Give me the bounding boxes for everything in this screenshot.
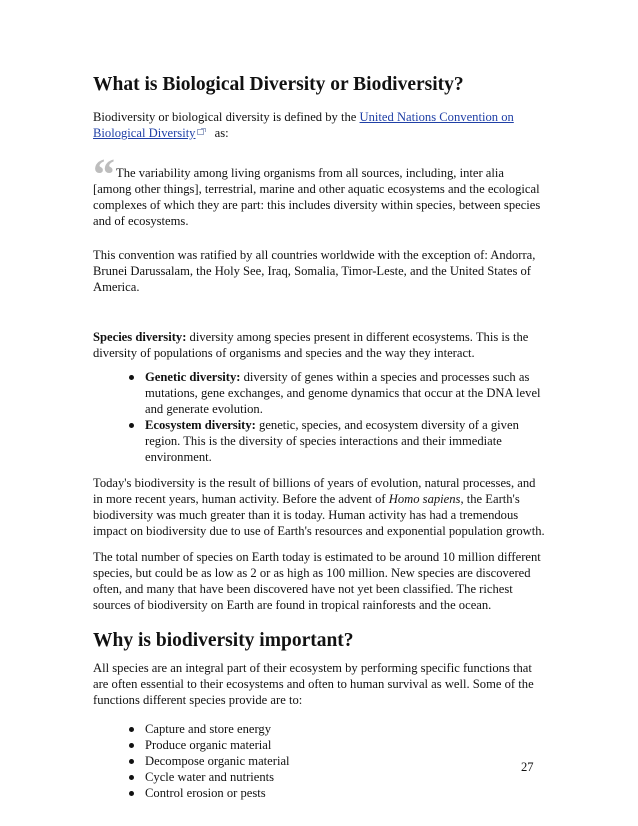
- bullet-icon: [129, 759, 134, 764]
- intro-suffix: as:: [211, 126, 229, 140]
- intro-paragraph: [93, 109, 545, 141]
- bullet-icon: [129, 743, 134, 748]
- species-total-paragraph: The total number of species on Earth today is estimated to be around 10 million different species, but could be as low as 2 or as high as 100 million. New species are discovered often, and many that have been discovered have not yet been classified. The richest sources of biodiversity on Earth are found in tropical rainforests and the ocean.: [93, 550, 541, 612]
- functions-list: [93, 721, 545, 801]
- quote-mark-icon: “: [93, 150, 115, 199]
- homo-sapiens-term: Homo sapiens: [388, 492, 461, 506]
- quote-text: The variability among living organisms from all sources, including, inter alia [among other things], terrestrial, marine and other aquatic ecosystems and the ecological complexes of which they are part: this includes diversity within species, between species and of ecosystems.: [93, 166, 541, 228]
- diversity-list: [93, 369, 545, 465]
- today-text-end: , the Earth's biodiversity was much greater than it is today. Human activity has had a tremendous impact on biodiversity due to use of Earth's resources and exponential population growth.: [93, 492, 545, 538]
- genetic-diversity-term: Genetic diversity:: [145, 370, 241, 384]
- page-number: 27: [521, 760, 534, 774]
- function-label: Capture and store energy: [145, 722, 272, 736]
- list-item: [129, 769, 545, 785]
- function-label: Decompose organic material: [145, 754, 290, 768]
- external-link-icon: [197, 128, 206, 135]
- bullet-icon: [129, 375, 134, 380]
- function-label: Control erosion or pests: [145, 786, 266, 800]
- un-convention-link[interactable]: United Nations Convention on Biological Diversity: [93, 110, 514, 140]
- today-biodiversity-paragraph: [93, 475, 545, 539]
- bullet-icon: [129, 791, 134, 796]
- integral-paragraph: All species are an integral part of their ecosystem by performing specific functions that are often essential to their ecosystems and often to human survival as well. Some of the functions different species provide are to:: [93, 661, 534, 707]
- heading-why-important: Why is biodiversity important?: [93, 630, 354, 651]
- list-item: [129, 369, 545, 417]
- ecosystem-diversity-text: genetic, species, and ecosystem diversity of a given region. This is the diversity of species interactions and their immediate environment.: [145, 418, 519, 464]
- function-label: Cycle water and nutrients: [145, 770, 275, 784]
- list-item: [129, 417, 545, 465]
- species-diversity-text: diversity among species present in different ecosystems. This is the diversity of populations of organisms and species and the way they interact.: [93, 330, 529, 360]
- bullet-icon: [129, 727, 134, 732]
- convention-paragraph: This convention was ratified by all countries worldwide with the exception of: Andorra, Brunei Darussalam, the Holy See, Iraq, Somalia, Timor-Leste, and the United States of America.: [93, 248, 536, 294]
- heading-what-is-biodiversity: What is Biological Diversity or Biodiversity?: [93, 74, 464, 95]
- species-diversity-term: Species diversity:: [93, 330, 187, 344]
- function-label: Produce organic material: [145, 738, 272, 752]
- quote-paragraph: [93, 150, 545, 229]
- genetic-diversity-text: diversity of genes within a species and processes such as mutations, gene exchanges, and genome dynamics that occur at the DNA level and generate evolution.: [145, 370, 541, 416]
- species-diversity-paragraph: [93, 329, 545, 361]
- list-item: [129, 753, 545, 769]
- today-text-start: Today's biodiversity is the result of billions of years of evolution, natural processes, and in more recent years, human activity. Before the advent of: [93, 476, 536, 506]
- bullet-icon: [129, 775, 134, 780]
- list-item: [129, 785, 545, 801]
- list-item: [129, 737, 545, 753]
- ecosystem-diversity-term: Ecosystem diversity:: [145, 418, 256, 432]
- intro-text: Biodiversity or biological diversity is defined by the: [93, 110, 360, 124]
- list-item: [129, 721, 545, 737]
- bullet-icon: [129, 423, 134, 428]
- page-content: [93, 72, 545, 801]
